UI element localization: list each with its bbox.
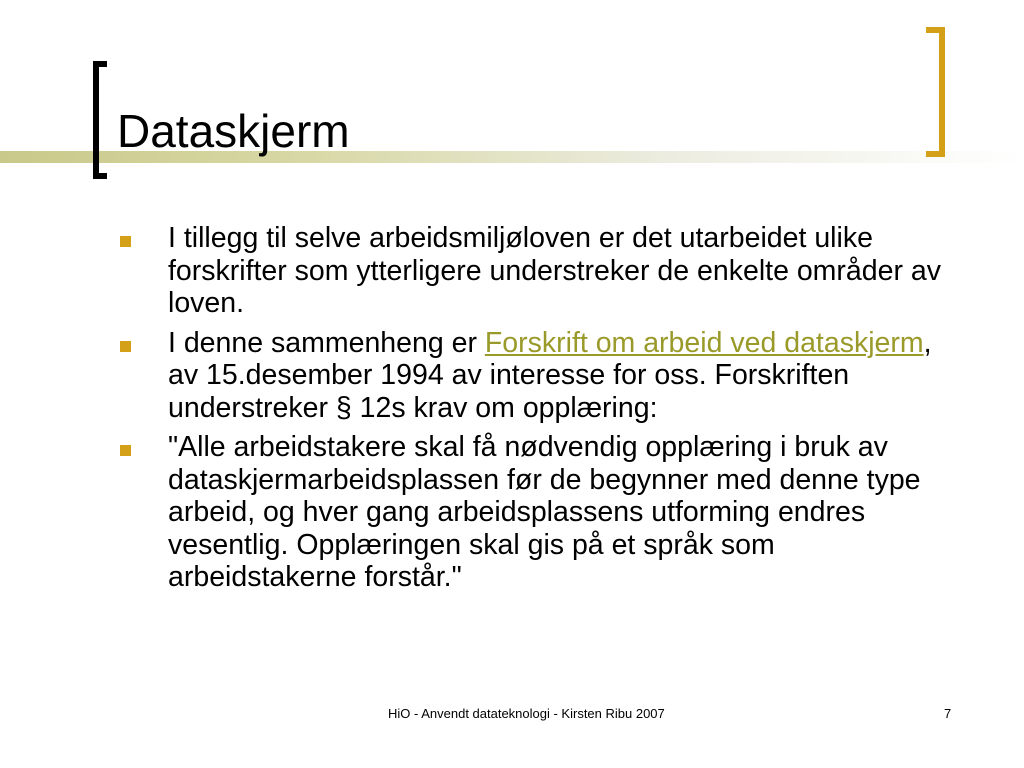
bullet-item (118, 222, 948, 320)
bullet-item (118, 327, 948, 425)
bullet-list (118, 222, 948, 601)
square-bullet-icon (120, 236, 131, 247)
square-bullet-icon (120, 341, 131, 352)
bullet-text-before-link: I denne sammenheng er (168, 326, 485, 359)
bullet-text: I tillegg til selve arbeidsmiljøloven er det utarbeidet ulike forskrifter som ytterligere understreker de enkelte områder av loven. (168, 222, 941, 319)
regulation-link[interactable]: Forskrift om arbeid ved dataskjerm (484, 326, 924, 359)
bullet-item (118, 431, 948, 594)
right-bracket-decoration (926, 27, 945, 157)
bullet-text (168, 327, 948, 425)
page-number: 7 (944, 706, 952, 721)
bullet-text-after-link: , av 15.desember 1994 av interesse for oss. Forskriften understreker § 12s krav om opplæring: (168, 326, 932, 424)
slide-title: Dataskjerm (117, 105, 350, 157)
left-bracket-decoration (93, 61, 107, 179)
bullet-text: "Alle arbeidstakere skal få nødvendig opplæring i bruk av dataskjermarbeidsplassen før de begynner med denne type arbeid, og hver gang arbeidsplassens utforming endres vesentlig. Opplæringen skal gis på et språk som arbeidstakerne forstår." (168, 431, 921, 593)
square-bullet-icon (120, 445, 131, 456)
footer-text: HiO - Anvendt datateknologi - Kirsten Ribu 2007 (388, 706, 665, 721)
